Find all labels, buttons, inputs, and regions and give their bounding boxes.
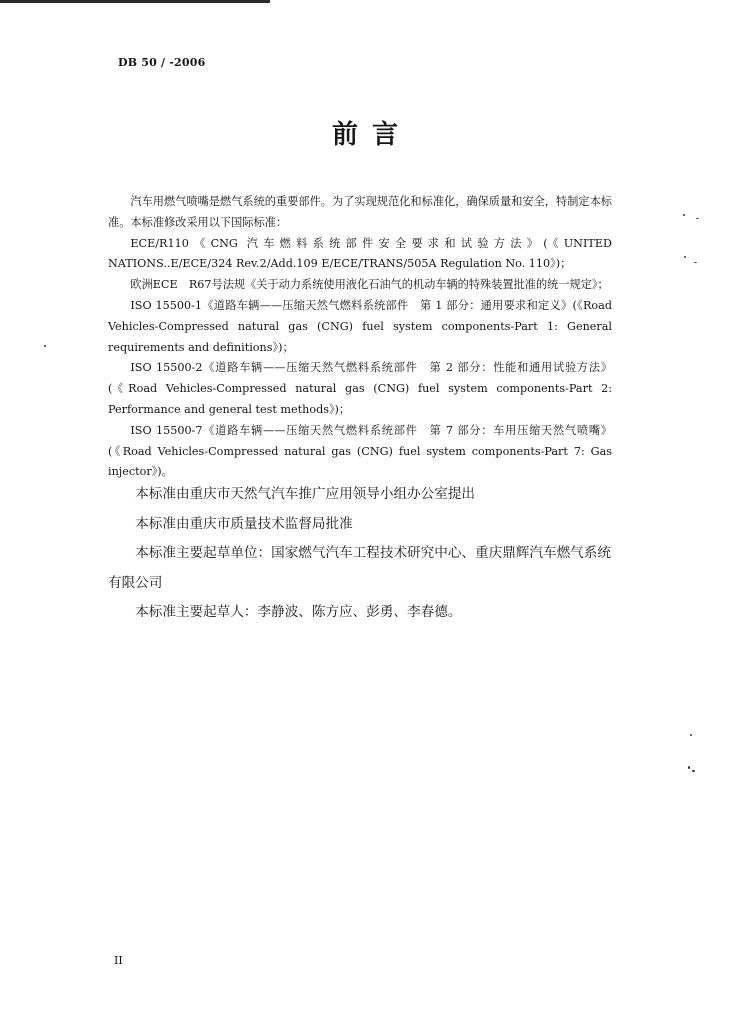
page-number: II [114, 954, 123, 967]
reference-ece-r110: ECE/R110《CNG 汽车燃料系统部件安全要求和试验方法》(《UNITED NATIONS..E/ECE/324 Rev.2/Add.109 E/ECE/TRANS/505A Regulation No. 110》)； [108, 236, 612, 271]
reference-iso-15500-1: ISO 15500-1《道路车辆——压缩天然气燃料系统部件 第 1 部分：通用要求和定义》(《Road Vehicles-Compressed natural gas (CNG) fuel system components-Part 1: General requirements and definitions》)； [108, 298, 612, 354]
statement-approver: 本标准由重庆市质量技术监督局批准 [135, 515, 353, 532]
reference-iso-15500-7: ISO 15500-7《道路车辆——压缩天然气燃料系统部件 第 7 部分：车用压缩天然气喷嘴》(《Road Vehicles-Compressed natural gas (CNG) fuel system components-Part 7: Gas injector》)。 [108, 423, 612, 479]
page-title: 前言 [331, 120, 412, 150]
statement-drafters: 本标准主要起草人：李静波、陈方应、彭勇、李春德。 [135, 604, 462, 620]
scan-speck [44, 345, 46, 347]
scan-speck [694, 262, 697, 263]
scan-edge-mark [0, 0, 270, 3]
statement-drafting-units: 本标准主要起草单位：国家燃气汽车工程技术研究中心、重庆鼎辉汽车燃气系统有限公司 [108, 545, 611, 591]
reference-ece-r67: 欧洲ECE R67号法规《关于动力系统使用液化石油气的机动车辆的特殊装置批准的统一规定》； [130, 278, 609, 292]
statement-proposer: 本标准由重庆市天然气汽车推广应用领导小组办公室提出 [135, 486, 476, 502]
scan-speck [690, 734, 692, 736]
approval-statements [108, 480, 612, 628]
foreword-body [108, 192, 612, 483]
scan-speck [696, 218, 699, 219]
scan-speck [684, 256, 686, 258]
scan-speck [688, 766, 690, 769]
document-code: DB 50 / -2006 [118, 56, 206, 69]
reference-iso-15500-2: ISO 15500-2《道路车辆——压缩天然气燃料系统部件 第 2 部分：性能和通用试验方法》(《Road Vehicles-Compressed natural gas (CNG) fuel system components-Part 2: Performance and general test methods》)； [108, 361, 612, 416]
scan-speck [683, 214, 685, 216]
scan-speck [692, 770, 695, 772]
intro-paragraph: 汽车用燃气喷嘴是燃气系统的重要部件。为了实现规范化和标准化，确保质量和安全，特制定本标准。本标准修改采用以下国际标准： [108, 195, 612, 229]
